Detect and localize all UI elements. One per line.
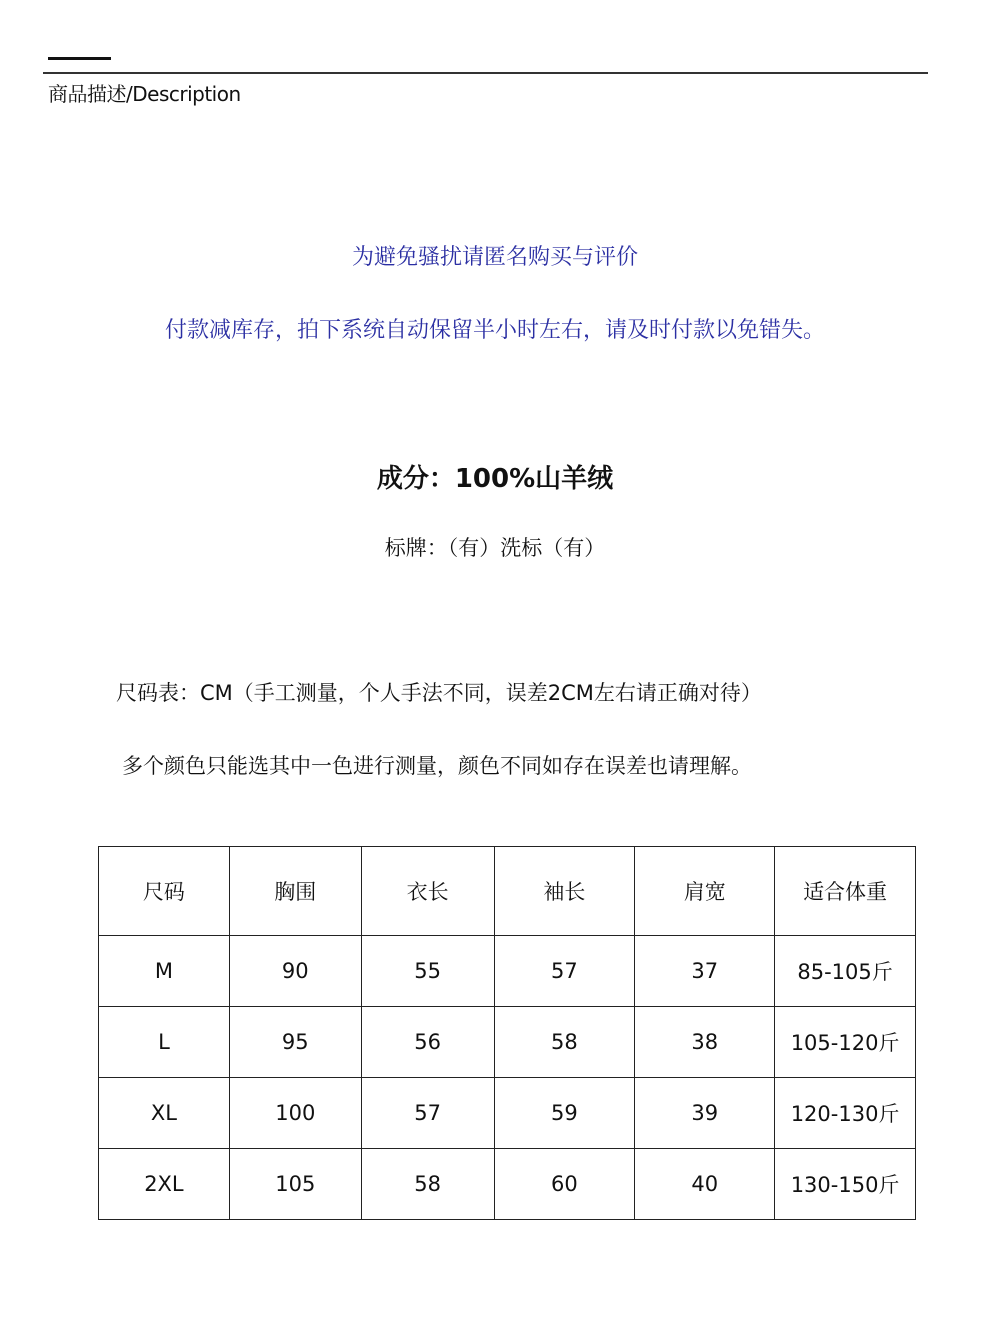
table-cell: 40 (635, 1149, 775, 1220)
table-cell: 105-120斤 (775, 1007, 916, 1078)
table-cell: 100 (229, 1078, 361, 1149)
table-cell: 55 (361, 936, 494, 1007)
table-cell: 38 (635, 1007, 775, 1078)
table-row (99, 1149, 916, 1220)
header-cell: 胸围 (229, 847, 361, 936)
table-cell: 37 (635, 936, 775, 1007)
table-cell: 56 (361, 1007, 494, 1078)
table-cell: 60 (494, 1149, 635, 1220)
table-cell: 130-150斤 (775, 1149, 916, 1220)
table-row (99, 936, 916, 1007)
notice-anonymous: 为避免骚扰请匿名购买与评价 (351, 245, 638, 270)
table-cell: 39 (635, 1078, 775, 1149)
composition: 成分：100%山羊绒 (376, 464, 614, 494)
table-cell: 90 (229, 936, 361, 1007)
table-cell: M (99, 936, 230, 1007)
table-row (99, 1007, 916, 1078)
size-note: 尺码表：CM（手工测量，个人手法不同，误差2CM左右请正确对待） (116, 681, 762, 705)
table-cell: 58 (361, 1149, 494, 1220)
table-cell: 95 (229, 1007, 361, 1078)
header-cell: 尺码 (99, 847, 230, 936)
labels-info: 标牌：（有）洗标（有） (384, 536, 606, 560)
accent-bar (48, 57, 111, 60)
header-cell: 肩宽 (635, 847, 775, 936)
header-cell: 适合体重 (775, 847, 916, 936)
color-note: 多个颜色只能选其中一色进行测量，颜色不同如存在误差也请理解。 (122, 754, 752, 778)
section-title: 商品描述/Description (48, 82, 241, 106)
table-cell: 57 (494, 936, 635, 1007)
table-cell: 120-130斤 (775, 1078, 916, 1149)
size-table (98, 846, 916, 1220)
table-row (99, 1078, 916, 1149)
table-cell: XL (99, 1078, 230, 1149)
table-cell: 2XL (99, 1149, 230, 1220)
header-cell: 袖长 (494, 847, 635, 936)
table-cell: L (99, 1007, 230, 1078)
table-cell: 85-105斤 (775, 936, 916, 1007)
divider (43, 72, 928, 74)
table-header-row (99, 847, 916, 936)
table-cell: 59 (494, 1078, 635, 1149)
header-cell: 衣长 (361, 847, 494, 936)
table-cell: 57 (361, 1078, 494, 1149)
notice-payment: 付款减库存，拍下系统自动保留半小时左右，请及时付款以免错失。 (164, 318, 825, 343)
table-cell: 105 (229, 1149, 361, 1220)
table-cell: 58 (494, 1007, 635, 1078)
